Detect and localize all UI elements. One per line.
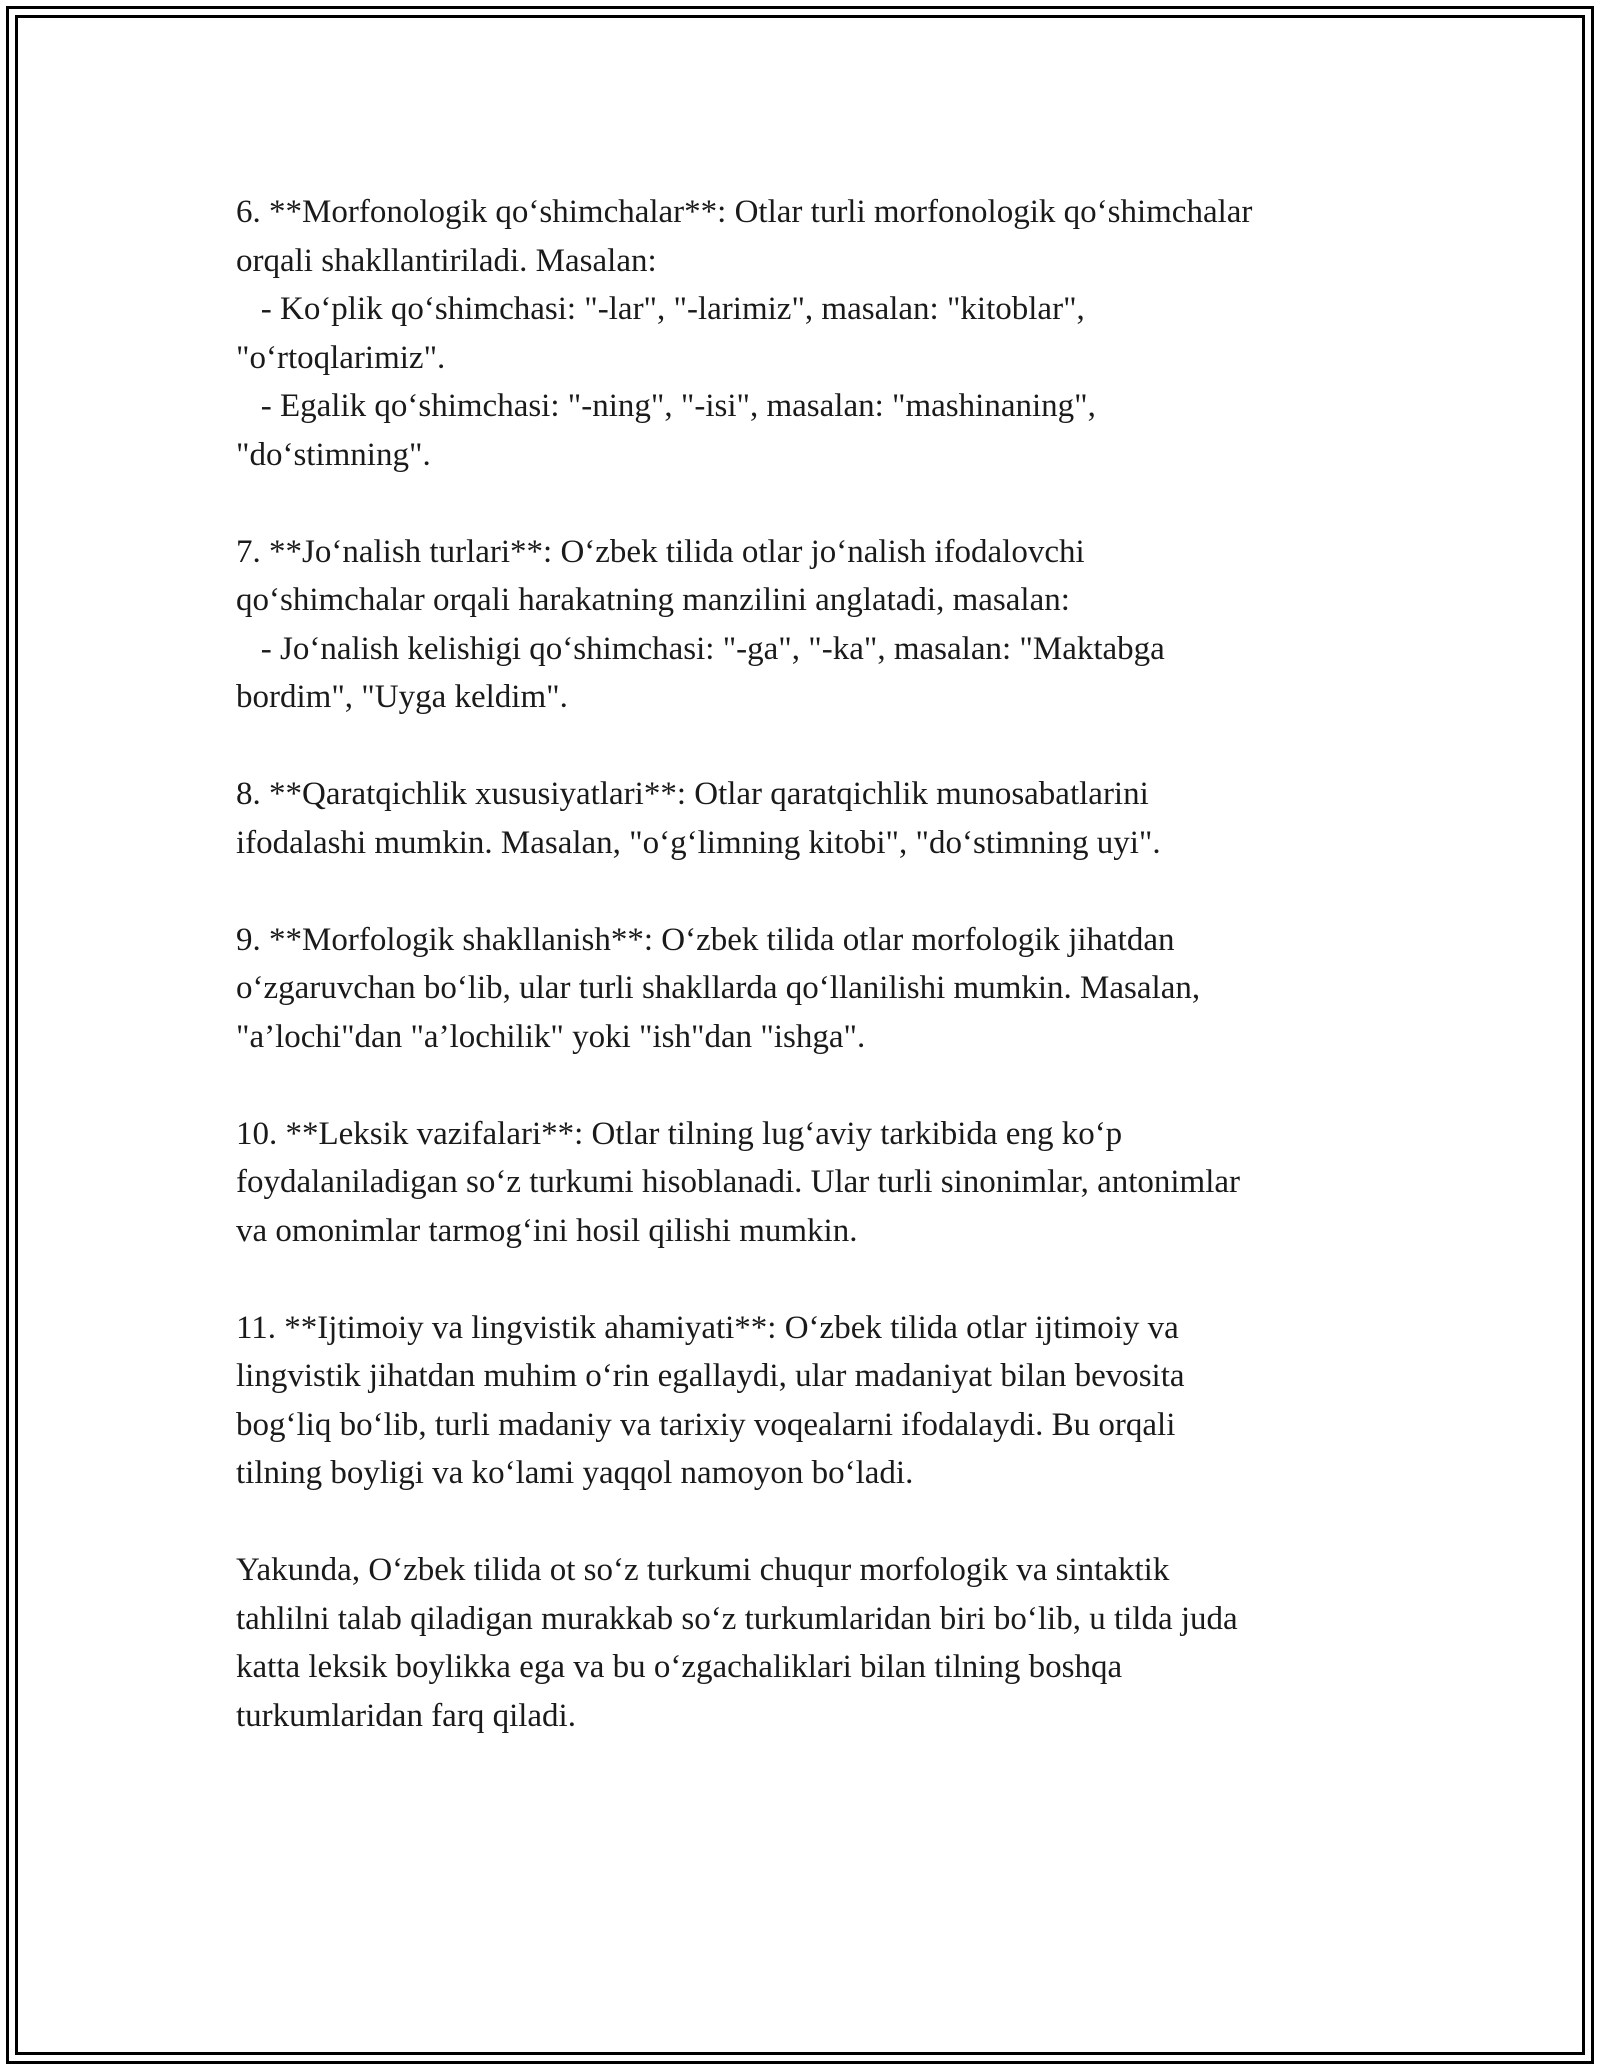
text-line: "o‘rtoqlarimiz".	[236, 339, 446, 376]
paragraph-yakunda	[236, 1546, 1386, 1740]
text-line: 7. **Jo‘nalish turlari**: O‘zbek tilida otlar jo‘nalish ifodalovchi	[236, 533, 1085, 570]
text-line: 8. **Qaratqichlik xususiyatlari**: Otlar qaratqichlik munosabatlarini	[236, 776, 1149, 812]
paragraph-spacer	[236, 479, 1386, 528]
text-line: 10. **Leksik vazifalari**: Otlar tilning lug‘aviy tarkibida eng ko‘p	[236, 1115, 1123, 1152]
paragraph-qaratqichlik	[236, 770, 1386, 867]
text-line: bordim", "Uyga keldim".	[236, 679, 568, 715]
text-line: tahlilni talab qiladigan murakkab so‘z turkumlaridan biri bo‘lib, u tilda juda	[236, 1600, 1238, 1637]
paragraph-spacer	[236, 722, 1386, 771]
paragraph-spacer	[236, 1255, 1386, 1304]
paragraph-morfonologik	[236, 188, 1386, 479]
text-line: katta leksik boylikka ega va bu o‘zgachaliklari bilan tilning boshqa	[236, 1649, 1123, 1685]
document-body	[236, 188, 1386, 1740]
list-item-line: - Jo‘nalish kelishigi qo‘shimchasi: "-ga", "-ka", masalan: "Maktabga	[236, 630, 1165, 667]
text-line: Yakunda, O‘zbek tilida ot so‘z turkumi chuqur morfologik va sintaktik	[236, 1552, 1170, 1588]
text-line: o‘zgaruvchan bo‘lib, ular turli shakllarda qo‘llanilishi mumkin. Masalan,	[236, 970, 1201, 1006]
paragraph-spacer	[236, 1061, 1386, 1110]
list-item-line: - Ko‘plik qo‘shimchasi: "-lar", "-larimiz", masalan: "kitoblar",	[236, 291, 1085, 327]
paragraph-morfologik	[236, 916, 1386, 1062]
text-line: lingvistik jihatdan muhim o‘rin egallaydi, ular madaniyat bilan bevosita	[236, 1358, 1185, 1394]
text-line: tilning boyligi va ko‘lami yaqqol namoyon bo‘ladi.	[236, 1455, 914, 1491]
text-line: bog‘liq bo‘lib, turli madaniy va tarixiy voqealarni ifodalaydi. Bu orqali	[236, 1406, 1176, 1443]
paragraph-ijtimoiy	[236, 1304, 1386, 1498]
text-line: turkumlaridan farq qiladi.	[236, 1697, 576, 1734]
paragraph-spacer	[236, 1498, 1386, 1547]
text-line: 9. **Morfologik shakllanish**: O‘zbek tilida otlar morfologik jihatdan	[236, 921, 1175, 958]
text-line: orqali shakllantiriladi. Masalan:	[236, 242, 657, 279]
text-line: 11. **Ijtimoiy va lingvistik ahamiyati**: O‘zbek tilida otlar ijtimoiy va	[236, 1309, 1179, 1346]
text-line: foydalaniladigan so‘z turkumi hisoblanadi. Ular turli sinonimlar, antonimlar	[236, 1164, 1241, 1200]
paragraph-spacer	[236, 867, 1386, 916]
text-line: 6. **Morfonologik qo‘shimchalar**: Otlar turli morfonologik qo‘shimchalar	[236, 194, 1253, 230]
list-item-line: - Egalik qo‘shimchasi: "-ning", "-isi", masalan: "mashinaning",	[236, 388, 1096, 424]
text-line: ifodalashi mumkin. Masalan, "o‘g‘limning kitobi", "do‘stimning uyi".	[236, 824, 1161, 861]
paragraph-jonalish	[236, 528, 1386, 722]
text-line: "do‘stimning".	[236, 436, 431, 473]
paragraph-leksik	[236, 1110, 1386, 1256]
text-line: va omonimlar tarmog‘ini hosil qilishi mumkin.	[236, 1212, 858, 1249]
text-line: "a’lochi"dan "a’lochilik" yoki "ish"dan "ishga".	[236, 1018, 866, 1055]
text-line: qo‘shimchalar orqali harakatning manzilini anglatadi, masalan:	[236, 582, 1070, 618]
